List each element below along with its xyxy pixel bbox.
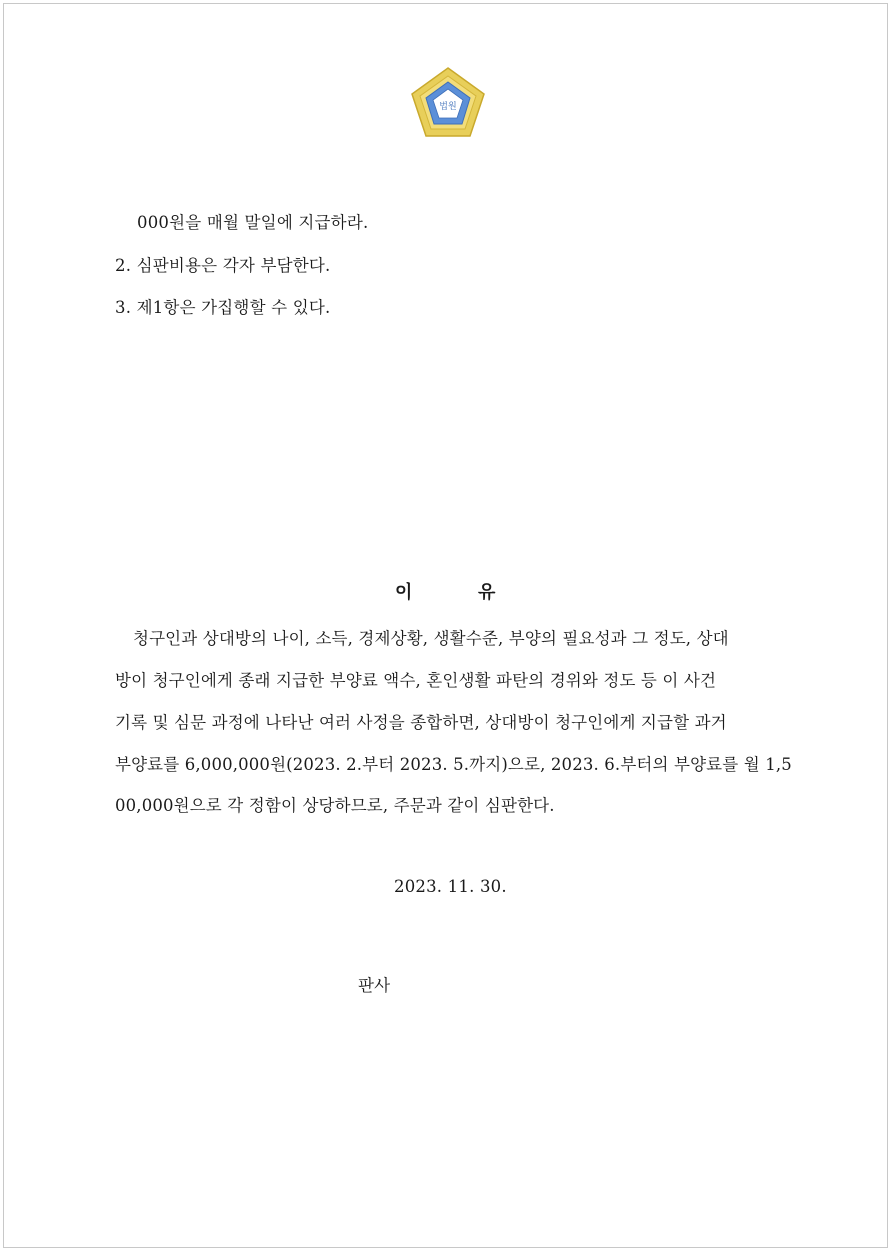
reason-heading-second: 유 bbox=[478, 582, 496, 603]
reason-heading-first: 이 bbox=[395, 582, 413, 603]
reason-line: 기록 및 심문 과정에 나타난 여러 사정을 종합하면, 상대방이 청구인에게 지급할 과거 bbox=[115, 713, 727, 732]
reason-line: 부양료를 6,000,000원(2023. 2.부터 2023. 5.까지)으로, 2023. 6.부터의 부양료를 월 1,5 bbox=[115, 755, 792, 774]
order-item-2: 2. 심판비용은 각자 부담한다. bbox=[115, 256, 331, 275]
order-item-3: 3. 제1항은 가집행할 수 있다. bbox=[115, 298, 331, 317]
decision-date: 2023. 11. 30. bbox=[394, 877, 507, 896]
order-continuation: 000원을 매월 말일에 지급하라. bbox=[137, 213, 369, 232]
reason-line: 청구인과 상대방의 나이, 소득, 경제상황, 생활수준, 부양의 필요성과 그 정도, 상대 bbox=[133, 629, 729, 648]
reason-line: 방이 청구인에게 종래 지급한 부양료 액수, 혼인생활 파탄의 경위와 정도 등 이 사건 bbox=[115, 671, 717, 690]
document-page bbox=[3, 3, 888, 1248]
reason-line: 00,000원으로 각 정함이 상당하므로, 주문과 같이 심판한다. bbox=[115, 796, 555, 815]
court-emblem-icon bbox=[406, 62, 490, 142]
emblem-text: 법원 bbox=[439, 102, 457, 112]
judge-label: 판사 bbox=[358, 976, 391, 995]
